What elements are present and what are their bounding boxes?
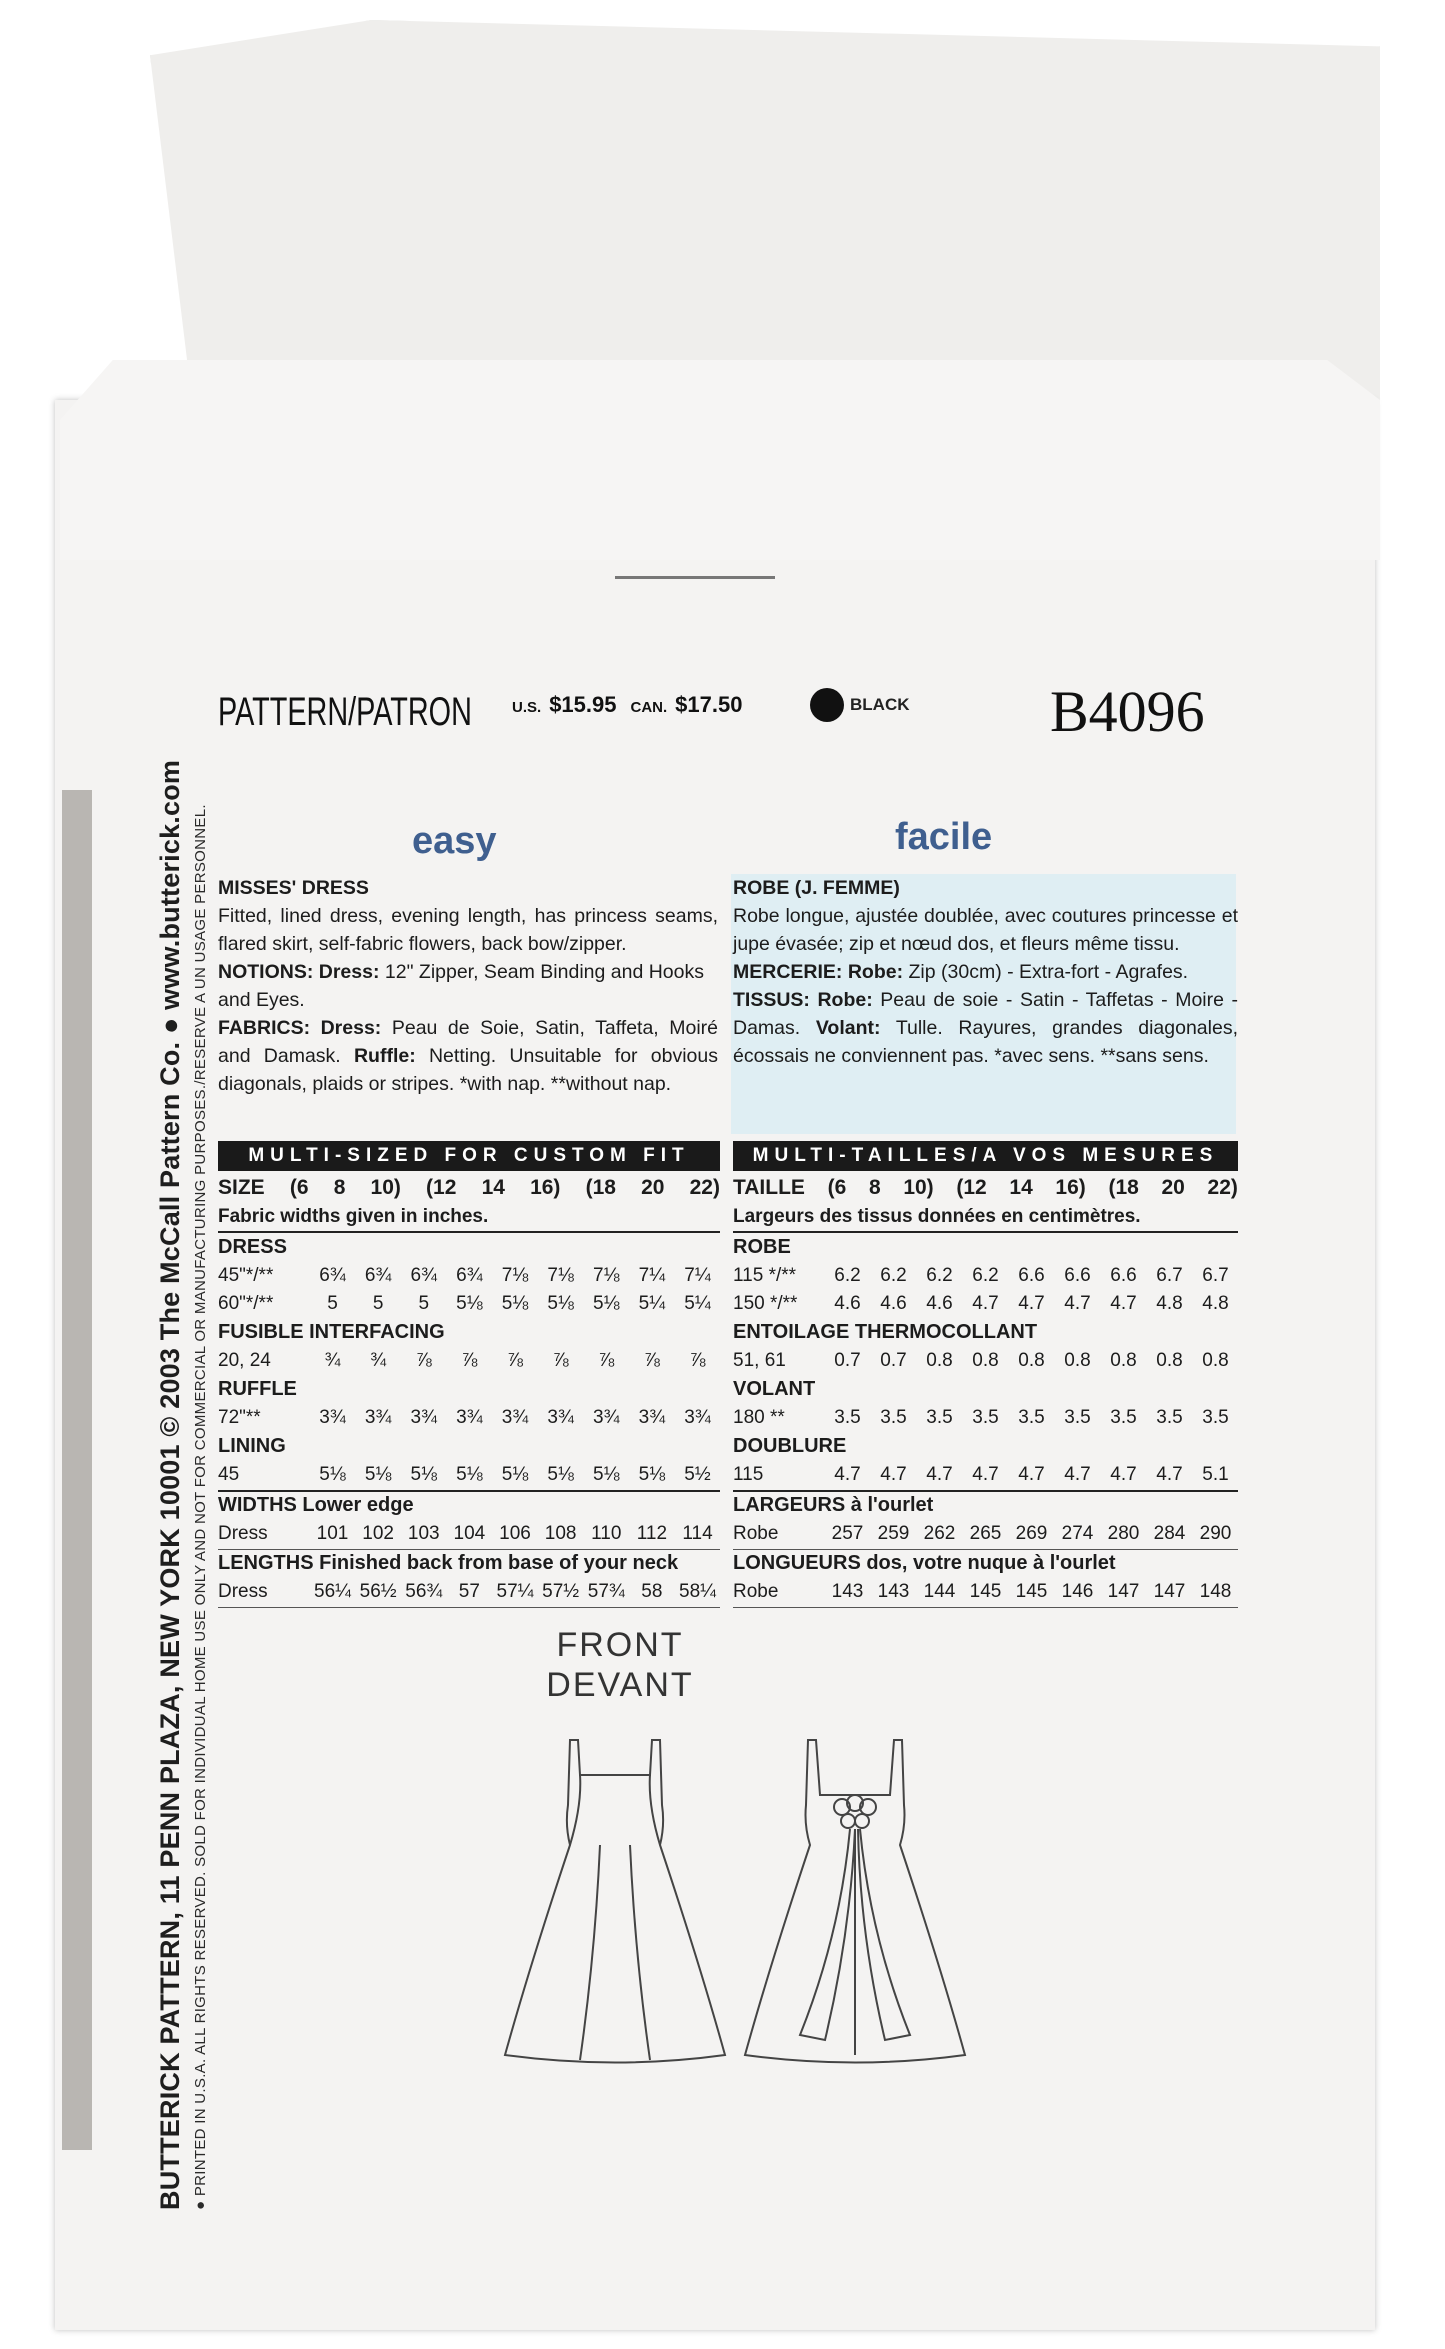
fr-row-values bbox=[825, 1407, 1238, 1429]
pattern-label: PATTERN/PATRON bbox=[218, 690, 472, 734]
fr-value-cell: 6.6 bbox=[1110, 1264, 1137, 1286]
fr-value-cell: 147 bbox=[1153, 1581, 1186, 1603]
fr-yardage-row bbox=[733, 1290, 1238, 1319]
fr-value-cell: 0.8 bbox=[1018, 1350, 1045, 1372]
ruffle-text-en: Netting. Unsuitable for obvious diagonals, plaids or stripes. *with nap. **without nap. bbox=[218, 1045, 719, 1095]
fr-size-cell: (18 bbox=[1108, 1176, 1139, 1200]
fr-size-cell: 20 bbox=[1161, 1176, 1185, 1200]
en-section-title: RUFFLE bbox=[218, 1378, 297, 1401]
fr-value-cell: 3.5 bbox=[1110, 1407, 1137, 1429]
fr-value-cell: 3.5 bbox=[926, 1407, 953, 1429]
fr-value-cell: 5.1 bbox=[1202, 1464, 1229, 1486]
fr-value-cell: 146 bbox=[1061, 1581, 1094, 1603]
ruffle-label-en: Ruffle: bbox=[353, 1045, 416, 1067]
fr-row-label: 180 ** bbox=[733, 1407, 785, 1429]
fr-row-label: 51, 61 bbox=[733, 1350, 786, 1372]
view-label-fr: DEVANT bbox=[546, 1666, 694, 1704]
yardage-table-en bbox=[218, 1174, 720, 1608]
en-value-cell: 5⅛ bbox=[364, 1464, 392, 1486]
fr-size-cell: 10) bbox=[903, 1176, 934, 1200]
fr-value-cell: 4.7 bbox=[972, 1293, 999, 1315]
notions-en bbox=[218, 958, 718, 1014]
en-value-cell: ⅞ bbox=[643, 1350, 660, 1372]
fr-yardage-row bbox=[733, 1461, 1238, 1490]
en-row-values bbox=[310, 1581, 720, 1603]
en-value-cell: 6¾ bbox=[410, 1264, 437, 1286]
color-label: BLACK bbox=[850, 695, 910, 714]
en-value-cell: ⅞ bbox=[461, 1350, 478, 1372]
fr-size-cell: 8 bbox=[868, 1176, 881, 1200]
fr-size-cell: (12 bbox=[956, 1176, 987, 1200]
en-size-cell: (6 bbox=[289, 1176, 309, 1200]
en-lengths-row bbox=[218, 1578, 720, 1608]
en-size-cell: SIZE bbox=[218, 1176, 265, 1200]
fr-value-cell: 284 bbox=[1153, 1523, 1186, 1545]
fr-value-cell: 0.8 bbox=[1156, 1350, 1183, 1372]
fr-row-label: 115 */** bbox=[733, 1264, 797, 1286]
fr-size-line bbox=[733, 1176, 1238, 1200]
fr-value-cell: 6.2 bbox=[880, 1264, 907, 1286]
ruffle-label-fr: Volant: bbox=[815, 1017, 881, 1039]
notions-label-en: NOTIONS: Dress: bbox=[218, 961, 380, 983]
en-value-cell: ⅞ bbox=[552, 1350, 569, 1372]
fr-lengths-title: LONGUEURS dos, votre nuque à l'ourlet bbox=[733, 1552, 1116, 1575]
difficulty-en: easy bbox=[412, 820, 497, 862]
en-row-values bbox=[310, 1265, 720, 1287]
fr-row-values bbox=[825, 1581, 1238, 1603]
en-value-cell: 102 bbox=[362, 1523, 394, 1545]
fabrics-fr bbox=[733, 986, 1238, 1070]
en-value-cell: 5⅛ bbox=[638, 1464, 666, 1486]
en-value-cell: 5⅛ bbox=[593, 1293, 620, 1315]
fr-value-cell: 4.7 bbox=[1110, 1464, 1137, 1486]
difficulty-fr: facile bbox=[895, 816, 993, 858]
us-price: $15.95 bbox=[549, 692, 617, 717]
en-value-cell: 5⅛ bbox=[456, 1464, 483, 1486]
fr-value-cell: 3.5 bbox=[880, 1407, 907, 1429]
fr-row-values bbox=[825, 1265, 1238, 1287]
en-value-cell: 5⅛ bbox=[547, 1293, 574, 1315]
fabrics-label-fr: TISSUS: Robe: bbox=[733, 989, 873, 1011]
fr-value-cell: 6.6 bbox=[1018, 1264, 1045, 1286]
en-value-cell: ¾ bbox=[370, 1350, 387, 1372]
fr-yardage-row bbox=[733, 1404, 1238, 1433]
en-row-label: 20, 24 bbox=[218, 1350, 271, 1372]
en-row-label: Dress bbox=[218, 1523, 268, 1545]
fr-value-cell: 147 bbox=[1107, 1581, 1140, 1603]
fr-widths-note: Largeurs des tissus données en centimètres. bbox=[733, 1203, 1238, 1234]
en-value-cell: 57 bbox=[458, 1581, 480, 1603]
fr-value-cell: 257 bbox=[831, 1523, 864, 1545]
title-fr: ROBE (J. FEMME) bbox=[733, 877, 900, 899]
en-size-cell: 16) bbox=[530, 1176, 561, 1200]
fr-row-label: 150 */** bbox=[733, 1293, 798, 1315]
view-label-en: FRONT bbox=[556, 1626, 684, 1664]
en-value-cell: 5⅛ bbox=[593, 1464, 620, 1486]
pattern-code: B4096 bbox=[1050, 679, 1205, 744]
en-value-cell: 58 bbox=[641, 1581, 663, 1603]
envelope-front-flap bbox=[60, 360, 1380, 560]
en-row-values bbox=[310, 1464, 720, 1486]
fr-value-cell: 143 bbox=[831, 1581, 864, 1603]
notions-label-fr: MERCERIE: Robe: bbox=[733, 961, 904, 983]
fr-value-cell: 4.7 bbox=[1156, 1464, 1183, 1486]
fr-value-cell: 148 bbox=[1199, 1581, 1232, 1603]
fr-value-cell: 4.7 bbox=[926, 1464, 953, 1486]
notions-text-en: 12" Zipper, Seam Binding and Hooks and Eyes. bbox=[218, 961, 704, 1011]
en-value-cell: 110 bbox=[591, 1523, 622, 1545]
en-value-cell: 3¾ bbox=[456, 1407, 483, 1429]
fr-value-cell: 0.8 bbox=[972, 1350, 999, 1372]
ruffle-text-fr: Tulle. Rayures, grandes diagonales, écossais ne conviennent pas. *avec sens. **sans sens. bbox=[733, 1017, 1238, 1067]
en-value-cell: 114 bbox=[682, 1523, 713, 1545]
en-value-cell: 7⅛ bbox=[501, 1264, 529, 1286]
en-value-cell: 5 bbox=[372, 1293, 384, 1315]
notions-text-fr: Zip (30cm) - Extra-fort - Agrafes. bbox=[908, 961, 1189, 983]
fr-widths-row bbox=[733, 1520, 1238, 1550]
en-value-cell: 57¼ bbox=[496, 1581, 534, 1603]
view-label bbox=[520, 1625, 720, 1705]
fr-value-cell: 6.2 bbox=[972, 1264, 999, 1286]
en-section-title: LINING bbox=[218, 1435, 286, 1458]
fr-row-values bbox=[825, 1523, 1238, 1545]
en-value-cell: 103 bbox=[407, 1523, 440, 1545]
fr-value-cell: 3.5 bbox=[1156, 1407, 1183, 1429]
en-widths-note: Fabric widths given in inches. bbox=[218, 1203, 720, 1234]
notions-fr bbox=[733, 958, 1238, 986]
fr-value-cell: 6.7 bbox=[1202, 1264, 1229, 1286]
en-value-cell: 3¾ bbox=[638, 1407, 666, 1429]
en-value-cell: 5⅛ bbox=[319, 1464, 346, 1486]
fr-section-title: DOUBLURE bbox=[733, 1435, 847, 1458]
en-value-cell: 5¼ bbox=[638, 1293, 666, 1315]
multi-size-band-en: MULTI-SIZED FOR CUSTOM FIT bbox=[218, 1141, 720, 1171]
en-value-cell: 7¼ bbox=[684, 1264, 711, 1286]
en-value-cell: 56½ bbox=[359, 1581, 397, 1603]
en-row-values bbox=[310, 1293, 720, 1315]
fr-value-cell: 4.7 bbox=[1018, 1293, 1045, 1315]
en-value-cell: 3¾ bbox=[547, 1407, 574, 1429]
en-value-cell: 5⅛ bbox=[501, 1293, 529, 1315]
fr-value-cell: 265 bbox=[969, 1523, 1002, 1545]
fr-value-cell: 4.7 bbox=[1064, 1464, 1091, 1486]
fr-value-cell: 0.7 bbox=[880, 1350, 907, 1372]
fr-value-cell: 0.7 bbox=[834, 1350, 861, 1372]
en-yardage-row bbox=[218, 1290, 720, 1319]
multi-size-band-fr: MULTI-TAILLES/A VOS MESURES bbox=[733, 1141, 1238, 1171]
fr-value-cell: 262 bbox=[923, 1523, 956, 1545]
en-lengths-title: LENGTHS Finished back from base of your neck bbox=[218, 1552, 679, 1575]
fr-value-cell: 4.7 bbox=[1064, 1293, 1091, 1315]
en-value-cell: ⅞ bbox=[598, 1350, 615, 1372]
en-yardage-row bbox=[218, 1404, 720, 1433]
fr-value-cell: 3.5 bbox=[972, 1407, 999, 1429]
fr-size-cell: 14 bbox=[1009, 1176, 1033, 1200]
en-value-cell: ⅞ bbox=[507, 1350, 523, 1372]
en-value-cell: ⅞ bbox=[689, 1350, 706, 1372]
price-block bbox=[512, 692, 742, 718]
en-widths-row bbox=[218, 1520, 720, 1550]
en-size-cell: (18 bbox=[585, 1176, 616, 1200]
fr-value-cell: 0.8 bbox=[1110, 1350, 1137, 1372]
fr-value-cell: 4.6 bbox=[880, 1293, 907, 1315]
fr-value-cell: 280 bbox=[1107, 1523, 1140, 1545]
en-yardage-row bbox=[218, 1461, 720, 1490]
fr-value-cell: 145 bbox=[1015, 1581, 1048, 1603]
fabrics-label-en: FABRICS: Dress: bbox=[218, 1017, 382, 1039]
front-dress-sketch bbox=[500, 1735, 730, 2065]
spine-legal-line: ● PRINTED IN U.S.A. ALL RIGHTS RESERVED. SOLD FOR INDIVIDUAL HOME USE ONLY AND NOT FOR COMMERCIAL OR MANUFACTURING PURPOSES./RESERVE A UN USAGE PERSONNEL. bbox=[192, 804, 209, 2210]
en-size-cell: (12 bbox=[426, 1176, 457, 1200]
fr-value-cell: 6.6 bbox=[1064, 1264, 1091, 1286]
fr-value-cell: 4.7 bbox=[880, 1464, 907, 1486]
fr-row-values bbox=[825, 1293, 1238, 1315]
fr-value-cell: 6.2 bbox=[926, 1264, 953, 1286]
fr-lengths-row bbox=[733, 1578, 1238, 1608]
fr-value-cell: 143 bbox=[877, 1581, 910, 1603]
fr-value-cell: 6.2 bbox=[834, 1264, 861, 1286]
black-dot-icon bbox=[810, 688, 844, 722]
fr-value-cell: 4.6 bbox=[834, 1293, 861, 1315]
fr-row-label: Robe bbox=[733, 1523, 779, 1545]
en-value-cell: 3¾ bbox=[364, 1407, 392, 1429]
envelope-side-strip bbox=[62, 790, 92, 2150]
en-value-cell: 3¾ bbox=[684, 1407, 711, 1429]
fr-row-label: Robe bbox=[733, 1581, 779, 1603]
en-value-cell: 3¾ bbox=[593, 1407, 620, 1429]
fr-value-cell: 4.6 bbox=[926, 1293, 953, 1315]
title-en: MISSES' DRESS bbox=[218, 877, 369, 899]
en-value-cell: 5½ bbox=[684, 1464, 711, 1486]
fr-value-cell: 3.5 bbox=[1064, 1407, 1091, 1429]
en-value-cell: 56¼ bbox=[314, 1581, 351, 1603]
en-value-cell: 3¾ bbox=[501, 1407, 529, 1429]
french-description bbox=[733, 874, 1238, 1070]
can-price-label: CAN. bbox=[630, 699, 668, 716]
fr-value-cell: 259 bbox=[877, 1523, 910, 1545]
fr-section-title: ENTOILAGE THERMOCOLLANT bbox=[733, 1321, 1038, 1344]
fr-section-title: VOLANT bbox=[733, 1378, 816, 1401]
en-row-label: 45 bbox=[218, 1464, 240, 1486]
en-value-cell: 5⅛ bbox=[501, 1464, 529, 1486]
en-row-values bbox=[310, 1523, 720, 1545]
fr-size-row bbox=[733, 1174, 1238, 1203]
en-row-label: 45"*/** bbox=[218, 1264, 274, 1286]
en-value-cell: 6¾ bbox=[319, 1264, 346, 1286]
spine-publisher-line: BUTTERICK PATTERN, 11 PENN PLAZA, NEW YORK 10001 © 2003 The McCall Pattern Co. ● www.butterick.com bbox=[155, 759, 185, 2210]
fabrics-en bbox=[218, 1014, 718, 1098]
en-value-cell: 7¼ bbox=[638, 1264, 666, 1286]
en-size-cell: 20 bbox=[641, 1176, 665, 1200]
yardage-table-fr bbox=[733, 1174, 1238, 1608]
fr-size-cell: TAILLE bbox=[733, 1176, 805, 1200]
en-yardage-row bbox=[218, 1347, 720, 1376]
en-value-cell: 106 bbox=[499, 1523, 531, 1545]
en-value-cell: 56¾ bbox=[405, 1581, 443, 1603]
en-row-values bbox=[310, 1407, 720, 1429]
en-value-cell: 7⅛ bbox=[547, 1264, 574, 1286]
fr-value-cell: 4.8 bbox=[1156, 1293, 1183, 1315]
fr-value-cell: 3.5 bbox=[1018, 1407, 1045, 1429]
fr-value-cell: 290 bbox=[1199, 1523, 1232, 1545]
fr-size-cell: (6 bbox=[827, 1176, 847, 1200]
en-yardage-row bbox=[218, 1262, 720, 1291]
fr-yardage-row bbox=[733, 1262, 1238, 1291]
fabrics-text-fr: Peau de soie - Satin - Taffetas - Moire - Damas. bbox=[733, 989, 1238, 1039]
en-size-cell: 10) bbox=[370, 1176, 401, 1200]
fr-widths-title: LARGEURS à l'ourlet bbox=[733, 1490, 1238, 1521]
fr-value-cell: 144 bbox=[923, 1581, 956, 1603]
en-value-cell: 58¼ bbox=[679, 1581, 716, 1603]
fr-value-cell: 6.7 bbox=[1156, 1264, 1183, 1286]
en-section-title: FUSIBLE INTERFACING bbox=[218, 1321, 445, 1344]
fr-value-cell: 4.7 bbox=[1110, 1293, 1137, 1315]
en-value-cell: 104 bbox=[453, 1523, 486, 1545]
fr-value-cell: 4.7 bbox=[1018, 1464, 1045, 1486]
fr-value-cell: 274 bbox=[1061, 1523, 1094, 1545]
description-en: Fitted, lined dress, evening length, has princess seams, flared skirt, self-fabric flowers, back bow/zipper. bbox=[218, 905, 718, 955]
en-value-cell: 5¼ bbox=[684, 1293, 711, 1315]
en-value-cell: 5 bbox=[418, 1293, 430, 1315]
en-size-line bbox=[218, 1176, 720, 1200]
en-row-label: 60"*/** bbox=[218, 1293, 274, 1315]
fr-value-cell: 4.8 bbox=[1202, 1293, 1229, 1315]
en-section-title: DRESS bbox=[218, 1235, 287, 1258]
fabrics-text-en: Peau de Soie, Satin, Taffeta, Moiré and Damask. bbox=[218, 1017, 718, 1067]
fr-row-label: 115 bbox=[733, 1464, 764, 1486]
en-size-cell: 14 bbox=[481, 1176, 505, 1200]
fr-row-values bbox=[825, 1464, 1238, 1486]
fr-row-values bbox=[825, 1350, 1238, 1372]
en-value-cell: ⅞ bbox=[415, 1350, 432, 1372]
fr-value-cell: 0.8 bbox=[926, 1350, 953, 1372]
fr-value-cell: 145 bbox=[969, 1581, 1002, 1603]
en-size-cell: 22) bbox=[689, 1176, 720, 1200]
english-description bbox=[218, 874, 718, 1098]
en-value-cell: ¾ bbox=[324, 1350, 341, 1372]
en-value-cell: 5 bbox=[327, 1293, 338, 1315]
en-value-cell: 3¾ bbox=[319, 1407, 346, 1429]
en-value-cell: 5⅛ bbox=[547, 1464, 574, 1486]
en-value-cell: 6¾ bbox=[456, 1264, 483, 1286]
back-dress-sketch bbox=[740, 1735, 970, 2065]
fr-value-cell: 4.7 bbox=[972, 1464, 999, 1486]
en-row-values bbox=[310, 1350, 720, 1372]
en-value-cell: 57¾ bbox=[587, 1581, 625, 1603]
en-value-cell: 3¾ bbox=[410, 1407, 437, 1429]
fr-yardage-row bbox=[733, 1347, 1238, 1376]
spine-text bbox=[155, 760, 209, 2210]
fr-value-cell: 4.7 bbox=[834, 1464, 861, 1486]
en-size-cell: 8 bbox=[333, 1176, 346, 1200]
fr-value-cell: 0.8 bbox=[1202, 1350, 1229, 1372]
en-value-cell: 6¾ bbox=[364, 1264, 392, 1286]
en-value-cell: 7⅛ bbox=[593, 1264, 620, 1286]
can-price: $17.50 bbox=[675, 692, 743, 717]
en-value-cell: 108 bbox=[544, 1523, 577, 1545]
en-value-cell: 101 bbox=[316, 1523, 349, 1545]
en-size-row bbox=[218, 1174, 720, 1203]
en-row-label: Dress bbox=[218, 1581, 268, 1603]
en-row-label: 72"** bbox=[218, 1407, 261, 1429]
fr-value-cell: 269 bbox=[1015, 1523, 1048, 1545]
fr-size-cell: 16) bbox=[1055, 1176, 1086, 1200]
flap-crease-mark bbox=[615, 576, 775, 579]
en-value-cell: 5⅛ bbox=[456, 1293, 483, 1315]
en-value-cell: 5⅛ bbox=[410, 1464, 437, 1486]
fr-value-cell: 3.5 bbox=[834, 1407, 861, 1429]
color-indicator bbox=[810, 688, 910, 722]
en-value-cell: 57½ bbox=[542, 1581, 580, 1603]
us-price-label: U.S. bbox=[512, 699, 542, 716]
en-value-cell: 112 bbox=[636, 1523, 668, 1545]
fr-section-title: ROBE bbox=[733, 1235, 791, 1258]
fr-value-cell: 0.8 bbox=[1064, 1350, 1091, 1372]
fr-size-cell: 22) bbox=[1207, 1176, 1238, 1200]
description-fr: Robe longue, ajustée doublée, avec coutures princesse et jupe évasée; zip et nœud dos, et fleurs même tissu. bbox=[733, 905, 1238, 955]
en-widths-title: WIDTHS Lower edge bbox=[218, 1490, 720, 1521]
fr-value-cell: 3.5 bbox=[1202, 1407, 1229, 1429]
